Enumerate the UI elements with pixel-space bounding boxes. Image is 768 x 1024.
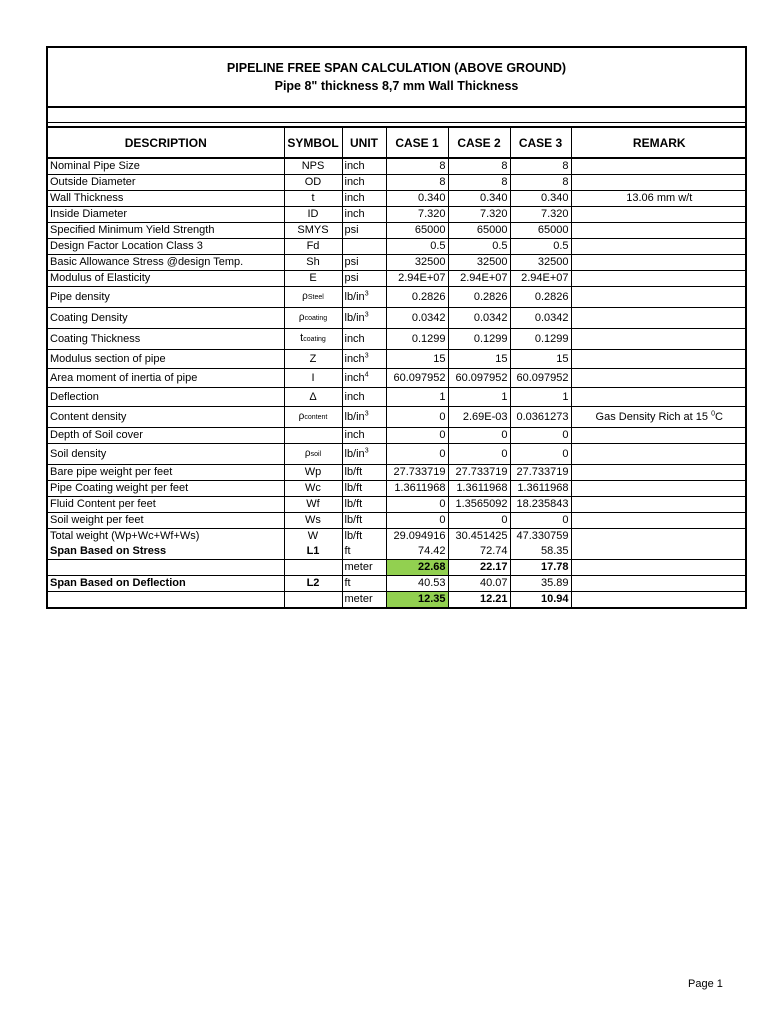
- symbol-subscript: content: [304, 414, 328, 421]
- row-symbol: [284, 255, 342, 271]
- table-row: [48, 329, 747, 350]
- empty-cell: [48, 592, 284, 608]
- table-row: [48, 223, 747, 239]
- table-row: [48, 444, 747, 465]
- row-symbol: [284, 513, 342, 529]
- row-case2: 0: [448, 513, 510, 529]
- header-description: DESCRIPTION: [48, 128, 284, 158]
- symbol-main: NPS: [301, 160, 325, 172]
- row-case3: 60.097952: [510, 369, 571, 388]
- row-case3: 27.733719: [510, 465, 571, 481]
- symbol-main: ρ: [298, 312, 305, 323]
- row-case2: 65000: [448, 223, 510, 239]
- row-unit: [342, 513, 386, 529]
- row-remark: [571, 407, 747, 428]
- row-unit: [342, 308, 386, 329]
- row-case1: 32500: [386, 255, 448, 271]
- row-unit: [342, 329, 386, 350]
- row-case1: 27.733719: [386, 465, 448, 481]
- row-case2: 1.3565092: [448, 497, 510, 513]
- row-unit: [342, 255, 386, 271]
- row-symbol: [284, 191, 342, 207]
- row-case3: 2.94E+07: [510, 271, 571, 287]
- row-description: Inside Diameter: [48, 207, 284, 223]
- row-case2: 1.3611968: [448, 481, 510, 497]
- header-unit: UNIT: [342, 128, 386, 158]
- symbol-main: OD: [304, 176, 322, 188]
- row-case2: 0.2826: [448, 287, 510, 308]
- row-case1: 29.094916: [386, 529, 448, 545]
- row-remark: [571, 513, 747, 529]
- row-case3: 47.330759: [510, 529, 571, 545]
- span-stress-unit-m: meter: [342, 560, 386, 576]
- row-description: Design Factor Location Class 3: [48, 239, 284, 255]
- row-symbol: [284, 350, 342, 369]
- row-symbol: [284, 271, 342, 287]
- row-remark: [571, 287, 747, 308]
- row-case1: 0: [386, 497, 448, 513]
- empty-cell: [284, 560, 342, 576]
- row-symbol: [284, 481, 342, 497]
- unit-main: inch: [344, 372, 365, 384]
- span-stress-case2-ft: 72.74: [448, 544, 510, 560]
- row-description: Coating Thickness: [48, 329, 284, 350]
- row-case2: 8: [448, 175, 510, 191]
- row-unit: [342, 191, 386, 207]
- row-unit: [342, 369, 386, 388]
- row-description: Outside Diameter: [48, 175, 284, 191]
- row-unit: [342, 271, 386, 287]
- row-case3: 1: [510, 388, 571, 407]
- table-row: [48, 465, 747, 481]
- row-case3: 18.235843: [510, 497, 571, 513]
- table-row: [48, 287, 747, 308]
- span-deflection-case2-ft: 40.07: [448, 576, 510, 592]
- unit-exponent: 3: [364, 352, 369, 360]
- row-case3: 15: [510, 350, 571, 369]
- symbol-main: Fd: [306, 240, 320, 252]
- remark-text: Gas Density Rich at 15: [595, 411, 712, 423]
- row-case3: 0.0342: [510, 308, 571, 329]
- row-case1: 65000: [386, 223, 448, 239]
- symbol-main: Sh: [306, 256, 320, 268]
- row-unit: [342, 223, 386, 239]
- table-row: [48, 175, 747, 191]
- row-case3: 0.340: [510, 191, 571, 207]
- row-description: Content density: [48, 407, 284, 428]
- header-case3: CASE 3: [510, 128, 571, 158]
- span-deflection-label: Span Based on Deflection: [48, 576, 284, 592]
- row-remark: [571, 271, 747, 287]
- unit-main: psi: [344, 272, 359, 284]
- row-symbol: [284, 529, 342, 545]
- row-case2: 8: [448, 158, 510, 175]
- unit-exponent: 3: [364, 290, 369, 298]
- span-deflection-case1-ft: 40.53: [386, 576, 448, 592]
- row-case1: 60.097952: [386, 369, 448, 388]
- unit-main: lb/ft: [344, 514, 363, 526]
- row-symbol: [284, 428, 342, 444]
- table-body: [48, 158, 747, 544]
- row-symbol: [284, 175, 342, 191]
- row-symbol: [284, 239, 342, 255]
- row-remark: [571, 428, 747, 444]
- header-symbol: SYMBOL: [284, 128, 342, 158]
- table-row: [48, 308, 747, 329]
- row-remark: [571, 529, 747, 545]
- unit-exponent: 3: [364, 311, 369, 319]
- unit-main: lb/in: [344, 291, 365, 303]
- row-symbol: [284, 329, 342, 350]
- row-description: Modulus section of pipe: [48, 350, 284, 369]
- row-case1: 0.0342: [386, 308, 448, 329]
- page-number: Page 1: [688, 978, 723, 990]
- unit-main: lb/ft: [344, 498, 363, 510]
- unit-main: lb/ft: [344, 482, 363, 494]
- symbol-main: W: [307, 530, 319, 542]
- row-case3: 65000: [510, 223, 571, 239]
- span-deflection-case3-m: 10.94: [510, 592, 571, 608]
- row-remark: [571, 175, 747, 191]
- row-symbol: [284, 388, 342, 407]
- row-unit: [342, 207, 386, 223]
- table-row: [48, 407, 747, 428]
- row-description: Modulus of Elasticity: [48, 271, 284, 287]
- span-deflection-unit-ft: ft: [342, 576, 386, 592]
- span-stress-case1-ft: 74.42: [386, 544, 448, 560]
- row-unit: [342, 175, 386, 191]
- row-description: Bare pipe weight per feet: [48, 465, 284, 481]
- row-remark: [571, 350, 747, 369]
- table-row: [48, 158, 747, 175]
- symbol-main: ρ: [298, 411, 305, 422]
- unit-exponent: 3: [364, 410, 369, 418]
- row-case1: 7.320: [386, 207, 448, 223]
- span-stress-m-row: [48, 560, 747, 576]
- row-symbol: [284, 308, 342, 329]
- span-deflection-ft-row: [48, 576, 747, 592]
- symbol-subscript: Steel: [307, 294, 324, 301]
- row-description: Total weight (Wp+Wc+Wf+Ws): [48, 529, 284, 545]
- row-case1: 0: [386, 444, 448, 465]
- unit-main: inch: [344, 391, 365, 403]
- empty-cell: [571, 592, 747, 608]
- unit-main: lb/ft: [344, 466, 363, 478]
- symbol-main: Δ: [309, 391, 317, 403]
- row-unit: [342, 158, 386, 175]
- row-remark: [571, 308, 747, 329]
- row-symbol: [284, 407, 342, 428]
- symbol-main: ID: [307, 208, 319, 220]
- span-stress-case3-ft: 58.35: [510, 544, 571, 560]
- row-case3: 0.5: [510, 239, 571, 255]
- header-case2: CASE 2: [448, 128, 510, 158]
- unit-main: inch: [344, 160, 365, 172]
- row-case2: 0: [448, 444, 510, 465]
- empty-cell: [48, 560, 284, 576]
- row-case2: 7.320: [448, 207, 510, 223]
- span-deflection-case3-ft: 35.89: [510, 576, 571, 592]
- row-case3: 0.1299: [510, 329, 571, 350]
- row-unit: [342, 465, 386, 481]
- row-case1: 8: [386, 175, 448, 191]
- row-case2: 0.5: [448, 239, 510, 255]
- row-unit: [342, 444, 386, 465]
- row-case1: 1.3611968: [386, 481, 448, 497]
- table-row: [48, 388, 747, 407]
- row-description: Fluid Content per feet: [48, 497, 284, 513]
- table-row: [48, 369, 747, 388]
- table-row: [48, 481, 747, 497]
- symbol-main: ρ: [302, 291, 308, 302]
- calculation-sheet: [46, 46, 747, 609]
- row-remark: [571, 369, 747, 388]
- row-case2: 1: [448, 388, 510, 407]
- row-remark: [571, 255, 747, 271]
- symbol-main: Wp: [304, 466, 322, 478]
- row-unit: [342, 239, 386, 255]
- row-unit: [342, 388, 386, 407]
- symbol-main: t: [311, 192, 315, 204]
- row-remark: [571, 388, 747, 407]
- row-symbol: [284, 287, 342, 308]
- unit-main: psi: [344, 256, 359, 268]
- row-case3: 0.2826: [510, 287, 571, 308]
- row-symbol: [284, 223, 342, 239]
- row-symbol: [284, 497, 342, 513]
- row-case2: 2.94E+07: [448, 271, 510, 287]
- row-case3: 0: [510, 513, 571, 529]
- calculation-table: [48, 128, 747, 607]
- row-symbol: [284, 158, 342, 175]
- remark-superscript: 0: [711, 410, 715, 418]
- table-row: [48, 350, 747, 369]
- row-remark: [571, 191, 747, 207]
- unit-main: inch: [344, 429, 365, 441]
- row-description: Depth of Soil cover: [48, 428, 284, 444]
- symbol-main: Z: [309, 353, 317, 365]
- symbol-main: t: [300, 332, 304, 344]
- empty-cell: [571, 560, 747, 576]
- row-case1: 1: [386, 388, 448, 407]
- row-description: Soil weight per feet: [48, 513, 284, 529]
- unit-main: lb/in: [344, 448, 365, 460]
- row-symbol: [284, 207, 342, 223]
- table-row: [48, 255, 747, 271]
- row-remark: [571, 465, 747, 481]
- row-description: Basic Allowance Stress @design Temp.: [48, 255, 284, 271]
- header-row: [48, 128, 747, 158]
- row-case1: 0.2826: [386, 287, 448, 308]
- span-deflection-m-row: [48, 592, 747, 608]
- symbol-main: SMYS: [297, 224, 329, 236]
- row-unit: [342, 428, 386, 444]
- row-case2: 27.733719: [448, 465, 510, 481]
- span-deflection-case2-m: 12.21: [448, 592, 510, 608]
- row-description: Pipe density: [48, 287, 284, 308]
- unit-main: lb/in: [344, 312, 365, 324]
- span-stress-case1-m: 22.68: [386, 560, 448, 576]
- row-symbol: [284, 369, 342, 388]
- row-remark: [571, 158, 747, 175]
- row-case2: 2.69E-03: [448, 407, 510, 428]
- row-case3: 32500: [510, 255, 571, 271]
- row-description: Deflection: [48, 388, 284, 407]
- row-unit: [342, 481, 386, 497]
- row-case2: 0.0342: [448, 308, 510, 329]
- spacer-row: [48, 108, 745, 123]
- row-remark: [571, 497, 747, 513]
- row-case3: 1.3611968: [510, 481, 571, 497]
- title-box: [48, 48, 745, 108]
- row-unit: [342, 529, 386, 545]
- unit-main: inch: [344, 353, 365, 365]
- row-case2: 15: [448, 350, 510, 369]
- row-description: Pipe Coating weight per feet: [48, 481, 284, 497]
- symbol-main: Ws: [305, 514, 321, 526]
- row-unit: [342, 350, 386, 369]
- unit-main: psi: [344, 224, 359, 236]
- unit-main: inch: [344, 333, 365, 345]
- row-remark: [571, 329, 747, 350]
- symbol-subscript: coating: [304, 315, 328, 322]
- unit-main: inch: [344, 192, 365, 204]
- table-row: [48, 271, 747, 287]
- header-remark: REMARK: [571, 128, 747, 158]
- row-description: Soil density: [48, 444, 284, 465]
- row-case1: 0.1299: [386, 329, 448, 350]
- row-case2: 0: [448, 428, 510, 444]
- sheet-title: PIPELINE FREE SPAN CALCULATION (ABOVE GROUND): [226, 61, 567, 75]
- row-case2: 60.097952: [448, 369, 510, 388]
- row-description: Specified Minimum Yield Strength: [48, 223, 284, 239]
- symbol-main: Wc: [305, 482, 321, 494]
- table-row: [48, 428, 747, 444]
- row-unit: [342, 287, 386, 308]
- row-case1: 0: [386, 407, 448, 428]
- span-stress-ft-row: [48, 544, 747, 560]
- unit-exponent: 4: [364, 371, 369, 379]
- table-row: [48, 207, 747, 223]
- row-remark: [571, 481, 747, 497]
- header-case1: CASE 1: [386, 128, 448, 158]
- row-case3: 0: [510, 428, 571, 444]
- row-unit: [342, 407, 386, 428]
- unit-main: inch: [344, 176, 365, 188]
- span-stress-case3-m: 17.78: [510, 560, 571, 576]
- row-case2: 30.451425: [448, 529, 510, 545]
- empty-cell: [284, 592, 342, 608]
- span-stress-symbol: L1: [284, 544, 342, 560]
- row-symbol: [284, 465, 342, 481]
- table-row: [48, 239, 747, 255]
- span-deflection-case1-m: 12.35: [386, 592, 448, 608]
- row-case1: 0: [386, 428, 448, 444]
- table-row: [48, 191, 747, 207]
- span-results: [48, 544, 747, 607]
- symbol-subscript: coating: [303, 336, 326, 343]
- table-row: [48, 497, 747, 513]
- table-row: [48, 513, 747, 529]
- row-case3: 8: [510, 175, 571, 191]
- symbol-main: ρ: [304, 448, 311, 459]
- row-case1: 0: [386, 513, 448, 529]
- row-description: Wall Thickness: [48, 191, 284, 207]
- row-remark: [571, 207, 747, 223]
- row-case3: 0: [510, 444, 571, 465]
- row-case1: 0.340: [386, 191, 448, 207]
- row-remark: [571, 239, 747, 255]
- span-stress-remark: [571, 544, 747, 560]
- span-stress-case2-m: 22.17: [448, 560, 510, 576]
- symbol-subscript: soil: [310, 451, 322, 458]
- span-deflection-symbol: L2: [284, 576, 342, 592]
- row-case1: 8: [386, 158, 448, 175]
- symbol-main: Wf: [306, 498, 320, 510]
- span-stress-label: Span Based on Stress: [48, 544, 284, 560]
- row-description: Nominal Pipe Size: [48, 158, 284, 175]
- row-unit: [342, 497, 386, 513]
- row-case2: 0.340: [448, 191, 510, 207]
- remark-text: 13.06 mm w/t: [626, 192, 693, 204]
- row-case2: 0.1299: [448, 329, 510, 350]
- row-case3: 0.0361273: [510, 407, 571, 428]
- row-case1: 15: [386, 350, 448, 369]
- row-case3: 8: [510, 158, 571, 175]
- row-description: Coating Density: [48, 308, 284, 329]
- unit-main: inch: [344, 208, 365, 220]
- row-case2: 32500: [448, 255, 510, 271]
- symbol-main: I: [311, 372, 315, 384]
- row-remark: [571, 223, 747, 239]
- row-description: Area moment of inertia of pipe: [48, 369, 284, 388]
- unit-main: lb/in: [344, 411, 365, 423]
- unit-exponent: 3: [364, 447, 369, 455]
- symbol-main: E: [309, 272, 317, 284]
- row-case1: 2.94E+07: [386, 271, 448, 287]
- row-case1: 0.5: [386, 239, 448, 255]
- remark-unit: C: [715, 411, 723, 423]
- row-case3: 7.320: [510, 207, 571, 223]
- sheet-subtitle: Pipe 8" thickness 8,7 mm Wall Thickness: [274, 79, 519, 93]
- table-row: [48, 529, 747, 545]
- span-stress-unit-ft: ft: [342, 544, 386, 560]
- unit-main: lb/ft: [344, 530, 363, 542]
- row-remark: [571, 444, 747, 465]
- span-deflection-remark: [571, 576, 747, 592]
- row-symbol: [284, 444, 342, 465]
- span-deflection-unit-m: meter: [342, 592, 386, 608]
